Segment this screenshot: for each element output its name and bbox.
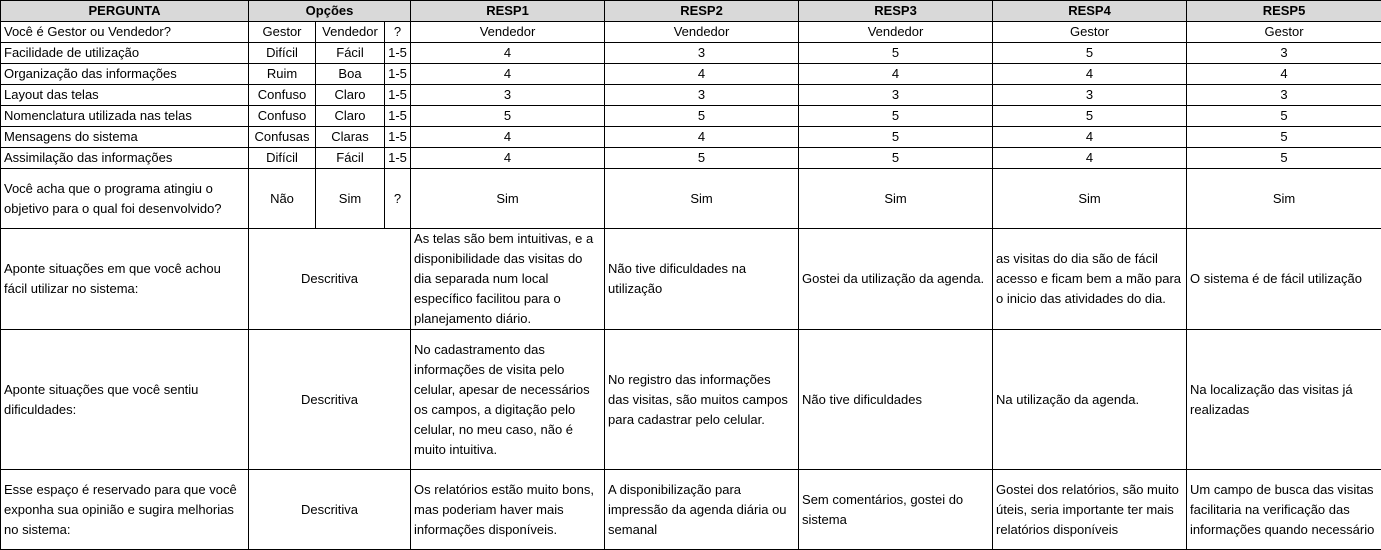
answer-cell: 5 — [1187, 106, 1381, 127]
table-row-rating — [1, 106, 1381, 127]
header-resp3: RESP3 — [799, 1, 993, 22]
answer-cell: 4 — [411, 64, 605, 85]
option-cell: ? — [385, 22, 411, 43]
table-row-rating — [1, 148, 1381, 169]
answer-cell: 4 — [411, 127, 605, 148]
answer-cell: Um campo de busca das visitas facilitaria na verificação das informações quando necessário — [1187, 470, 1381, 550]
question-cell: Facilidade de utilização — [1, 43, 249, 64]
type-cell: Descritiva — [249, 470, 411, 550]
option-cell: Difícil — [249, 148, 316, 169]
answer-cell: 5 — [799, 43, 993, 64]
answer-cell: 4 — [993, 64, 1187, 85]
answer-cell: No registro das informações das visitas, são muitos campos para cadastrar pelo celular. — [605, 330, 799, 470]
header-row — [1, 1, 1381, 22]
answer-cell: 4 — [605, 127, 799, 148]
answer-cell: 4 — [799, 64, 993, 85]
scale-cell: 1-5 — [385, 148, 411, 169]
answer-cell: Vendedor — [411, 22, 605, 43]
answer-cell: Sim — [799, 169, 993, 229]
answer-cell: As telas são bem intuitivas, e a disponibilidade das visitas do dia separada num local específico facilitou para o planejamento diário. — [411, 229, 605, 330]
option-cell: Fácil — [316, 148, 385, 169]
option-cell: Claro — [316, 85, 385, 106]
table-row-rating — [1, 64, 1381, 85]
answer-cell: 4 — [605, 64, 799, 85]
answer-cell: A disponibilização para impressão da agenda diária ou semanal — [605, 470, 799, 550]
answer-cell: 5 — [993, 43, 1187, 64]
option-cell: Gestor — [249, 22, 316, 43]
answer-cell: Os relatórios estão muito bons, mas poderiam haver mais informações disponíveis. — [411, 470, 605, 550]
answer-cell: 5 — [799, 106, 993, 127]
answer-cell: 5 — [605, 106, 799, 127]
answer-cell: Sim — [993, 169, 1187, 229]
answer-cell: 5 — [605, 148, 799, 169]
question-cell: Assimilação das informações — [1, 148, 249, 169]
answer-cell: Vendedor — [799, 22, 993, 43]
answer-cell: Sim — [1187, 169, 1381, 229]
option-cell: Confuso — [249, 85, 316, 106]
answer-cell: Gostei dos relatórios, são muito úteis, seria importante ter mais relatórios disponíveis — [993, 470, 1187, 550]
option-cell: Não — [249, 169, 316, 229]
scale-cell: 1-5 — [385, 43, 411, 64]
answer-cell: as visitas do dia são de fácil acesso e ficam bem a mão para o inicio das atividades do dia. — [993, 229, 1187, 330]
question-cell: Organização das informações — [1, 64, 249, 85]
question-cell: Aponte situações que você sentiu dificuldades: — [1, 330, 249, 470]
type-cell: Descritiva — [249, 330, 411, 470]
header-resp2: RESP2 — [605, 1, 799, 22]
table-row-descriptive — [1, 470, 1381, 550]
answer-cell: Gostei da utilização da agenda. — [799, 229, 993, 330]
answer-cell: 4 — [411, 43, 605, 64]
answer-cell: 3 — [799, 85, 993, 106]
answer-cell: 3 — [411, 85, 605, 106]
answer-cell: 4 — [411, 148, 605, 169]
question-cell: Aponte situações em que você achou fácil utilizar no sistema: — [1, 229, 249, 330]
scale-cell: 1-5 — [385, 85, 411, 106]
answer-cell: 4 — [1187, 64, 1381, 85]
table-row-descriptive — [1, 330, 1381, 470]
option-cell: Ruim — [249, 64, 316, 85]
header-resp5: RESP5 — [1187, 1, 1381, 22]
answer-cell: Não tive dificuldades — [799, 330, 993, 470]
answer-cell: 3 — [993, 85, 1187, 106]
answer-cell: 5 — [1187, 148, 1381, 169]
answer-cell: 3 — [605, 43, 799, 64]
answer-cell: Gestor — [993, 22, 1187, 43]
option-cell: Vendedor — [316, 22, 385, 43]
option-cell: Sim — [316, 169, 385, 229]
answer-cell: 5 — [993, 106, 1187, 127]
answer-cell: Não tive dificuldades na utilização — [605, 229, 799, 330]
answer-cell: 5 — [799, 127, 993, 148]
scale-cell: 1-5 — [385, 106, 411, 127]
answer-cell: 4 — [993, 148, 1187, 169]
answer-cell: O sistema é de fácil utilização — [1187, 229, 1381, 330]
header-opcoes: Opções — [249, 1, 411, 22]
question-cell: Esse espaço é reservado para que você exponha sua opinião e sugira melhorias no sistema: — [1, 470, 249, 550]
question-cell: Nomenclatura utilizada nas telas — [1, 106, 249, 127]
option-cell: Boa — [316, 64, 385, 85]
answer-cell: Gestor — [1187, 22, 1381, 43]
table-row-rating — [1, 43, 1381, 64]
scale-cell: 1-5 — [385, 64, 411, 85]
option-cell: Confuso — [249, 106, 316, 127]
table-row-descriptive — [1, 229, 1381, 330]
answer-cell: 5 — [411, 106, 605, 127]
scale-cell: 1-5 — [385, 127, 411, 148]
answer-cell: 3 — [1187, 43, 1381, 64]
answer-cell: 4 — [993, 127, 1187, 148]
answer-cell: 5 — [1187, 127, 1381, 148]
header-resp4: RESP4 — [993, 1, 1187, 22]
answer-cell: Sim — [605, 169, 799, 229]
option-cell: Claro — [316, 106, 385, 127]
question-cell: Você acha que o programa atingiu o objetivo para o qual foi desenvolvido? — [1, 169, 249, 229]
question-cell: Layout das telas — [1, 85, 249, 106]
option-cell: Difícil — [249, 43, 316, 64]
table-row-rating — [1, 85, 1381, 106]
option-cell: Claras — [316, 127, 385, 148]
answer-cell: Sim — [411, 169, 605, 229]
answer-cell: No cadastramento das informações de visita pelo celular, apesar de necessários os campos, a digitação pelo celular, no meu caso, não é muito intuitiva. — [411, 330, 605, 470]
option-cell: Confusas — [249, 127, 316, 148]
answer-cell: 3 — [1187, 85, 1381, 106]
option-cell: ? — [385, 169, 411, 229]
answer-cell: 3 — [605, 85, 799, 106]
option-cell: Fácil — [316, 43, 385, 64]
header-pergunta: PERGUNTA — [1, 1, 249, 22]
answer-cell: Sem comentários, gostei do sistema — [799, 470, 993, 550]
type-cell: Descritiva — [249, 229, 411, 330]
answer-cell: Na utilização da agenda. — [993, 330, 1187, 470]
table-row-role — [1, 22, 1381, 43]
answer-cell: Na localização das visitas já realizadas — [1187, 330, 1381, 470]
table-row-rating — [1, 127, 1381, 148]
answer-cell: Vendedor — [605, 22, 799, 43]
question-cell: Mensagens do sistema — [1, 127, 249, 148]
answer-cell: 5 — [799, 148, 993, 169]
header-resp1: RESP1 — [411, 1, 605, 22]
table-row-objective — [1, 169, 1381, 229]
question-cell: Você é Gestor ou Vendedor? — [1, 22, 249, 43]
